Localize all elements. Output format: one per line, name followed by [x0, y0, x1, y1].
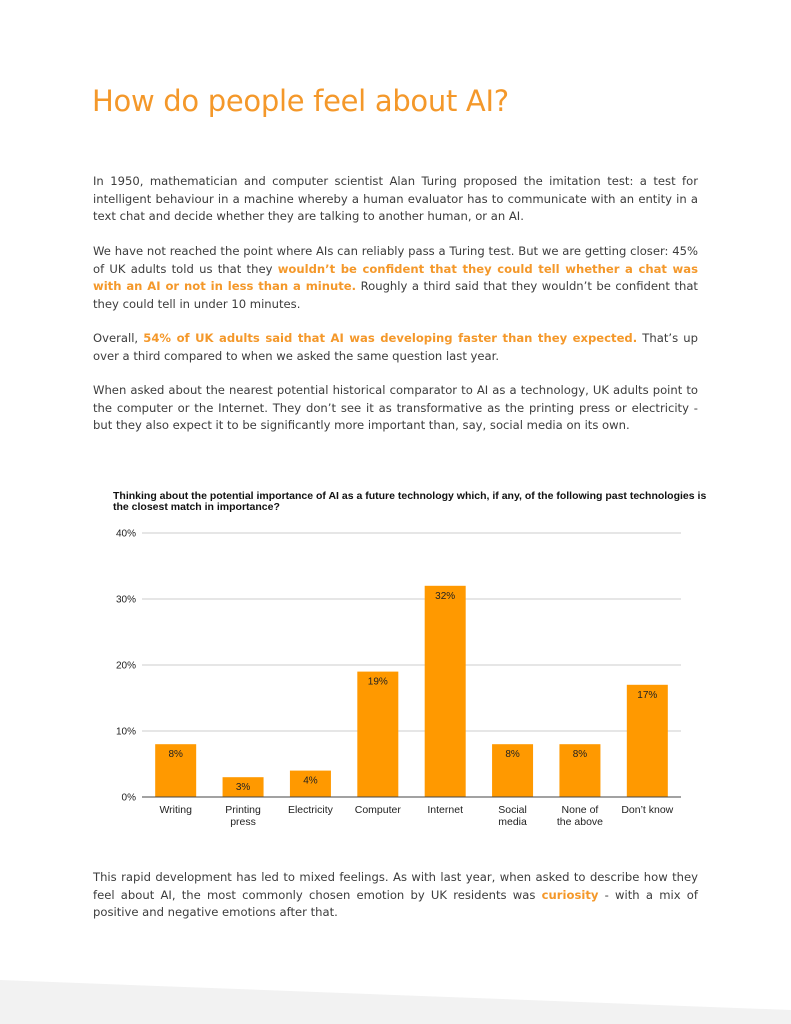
x-tick-label: media	[498, 816, 527, 828]
bar	[425, 586, 466, 797]
y-tick-label: 30%	[115, 594, 136, 606]
paragraph-feelings	[93, 869, 698, 922]
x-tick-label: press	[230, 816, 256, 828]
paragraph-development-speed-text-a: Overall,	[93, 331, 144, 345]
data-label: 17%	[637, 689, 658, 701]
chart-title: Thinking about the potential importance of AI as a future technology which, if any, of the following past technologies is the closest match in importance?	[113, 490, 707, 513]
data-label: 32%	[435, 590, 456, 602]
x-tick-label: the above	[556, 816, 603, 828]
y-tick-label: 40%	[115, 528, 136, 540]
y-tick-label: 10%	[115, 726, 136, 738]
x-tick-label: Internet	[427, 804, 463, 816]
data-label: 3%	[235, 782, 251, 794]
paragraph-turing-test: In 1950, mathematician and computer scientist Alan Turing proposed the imitation test: a test for intelligent behaviour in a machine whereby a human evaluator has to communicate with an entity in a text chat and decide whether they are talking to another human, or an AI.	[93, 174, 698, 223]
x-tick-label: Writing	[159, 804, 192, 816]
bar	[357, 672, 398, 797]
paragraph-historical-comparator: When asked about the nearest potential historical comparator to AI as a technology, UK adults point to the computer or the Internet. They don’t see it as transformative as the printing press or electricity - but they also expect it to be significantly more important than, say, social media on its own.	[93, 383, 698, 432]
data-label: 4%	[303, 775, 318, 787]
x-tick-label: Social	[498, 804, 527, 816]
paragraph-confidence-text-a: We have not reached the point where AIs can reliably pass a Turing test. But we are getting closer: 45% of UK adults told us that they	[93, 244, 698, 276]
data-label: 8%	[505, 749, 520, 761]
paragraph-feelings-text-a: This rapid development has led to mixed feelings. As with last year, when asked to describe how they feel about AI, the most commonly chosen emotion by UK residents was	[93, 870, 698, 902]
y-tick-label: 20%	[115, 660, 136, 672]
x-tick-label: Don’t know	[621, 804, 674, 816]
bar	[627, 685, 668, 797]
y-tick-label: 0%	[121, 792, 136, 804]
paragraph-development-speed-text-b: That’s up over a third compared to when we asked the same question last year.	[93, 331, 698, 363]
paragraph-development-speed-highlight: 54% of UK adults said that AI was developing faster than they expected.	[143, 331, 638, 345]
x-tick-label: None of	[561, 804, 599, 816]
page-title: How do people feel about AI?	[92, 84, 509, 118]
x-tick-label: Electricity	[287, 804, 333, 816]
paragraph-confidence-highlight: wouldn’t be confident that they could tell whether a chat was with an AI or not in less than a minute.	[93, 261, 698, 293]
paragraph-confidence-text-b: Roughly a third said that they wouldn’t be confident that they could tell in under 10 minutes.	[93, 279, 698, 311]
x-tick-label: Computer	[354, 804, 401, 816]
data-label: 8%	[168, 749, 183, 761]
x-tick-label: Printing	[225, 804, 261, 816]
paragraph-feelings-text-b: - with a mix of positive and negative emotions after that.	[93, 887, 698, 919]
paragraph-feelings-highlight: curiosity	[541, 887, 599, 902]
data-label: 8%	[572, 749, 588, 761]
data-label: 19%	[367, 676, 388, 688]
